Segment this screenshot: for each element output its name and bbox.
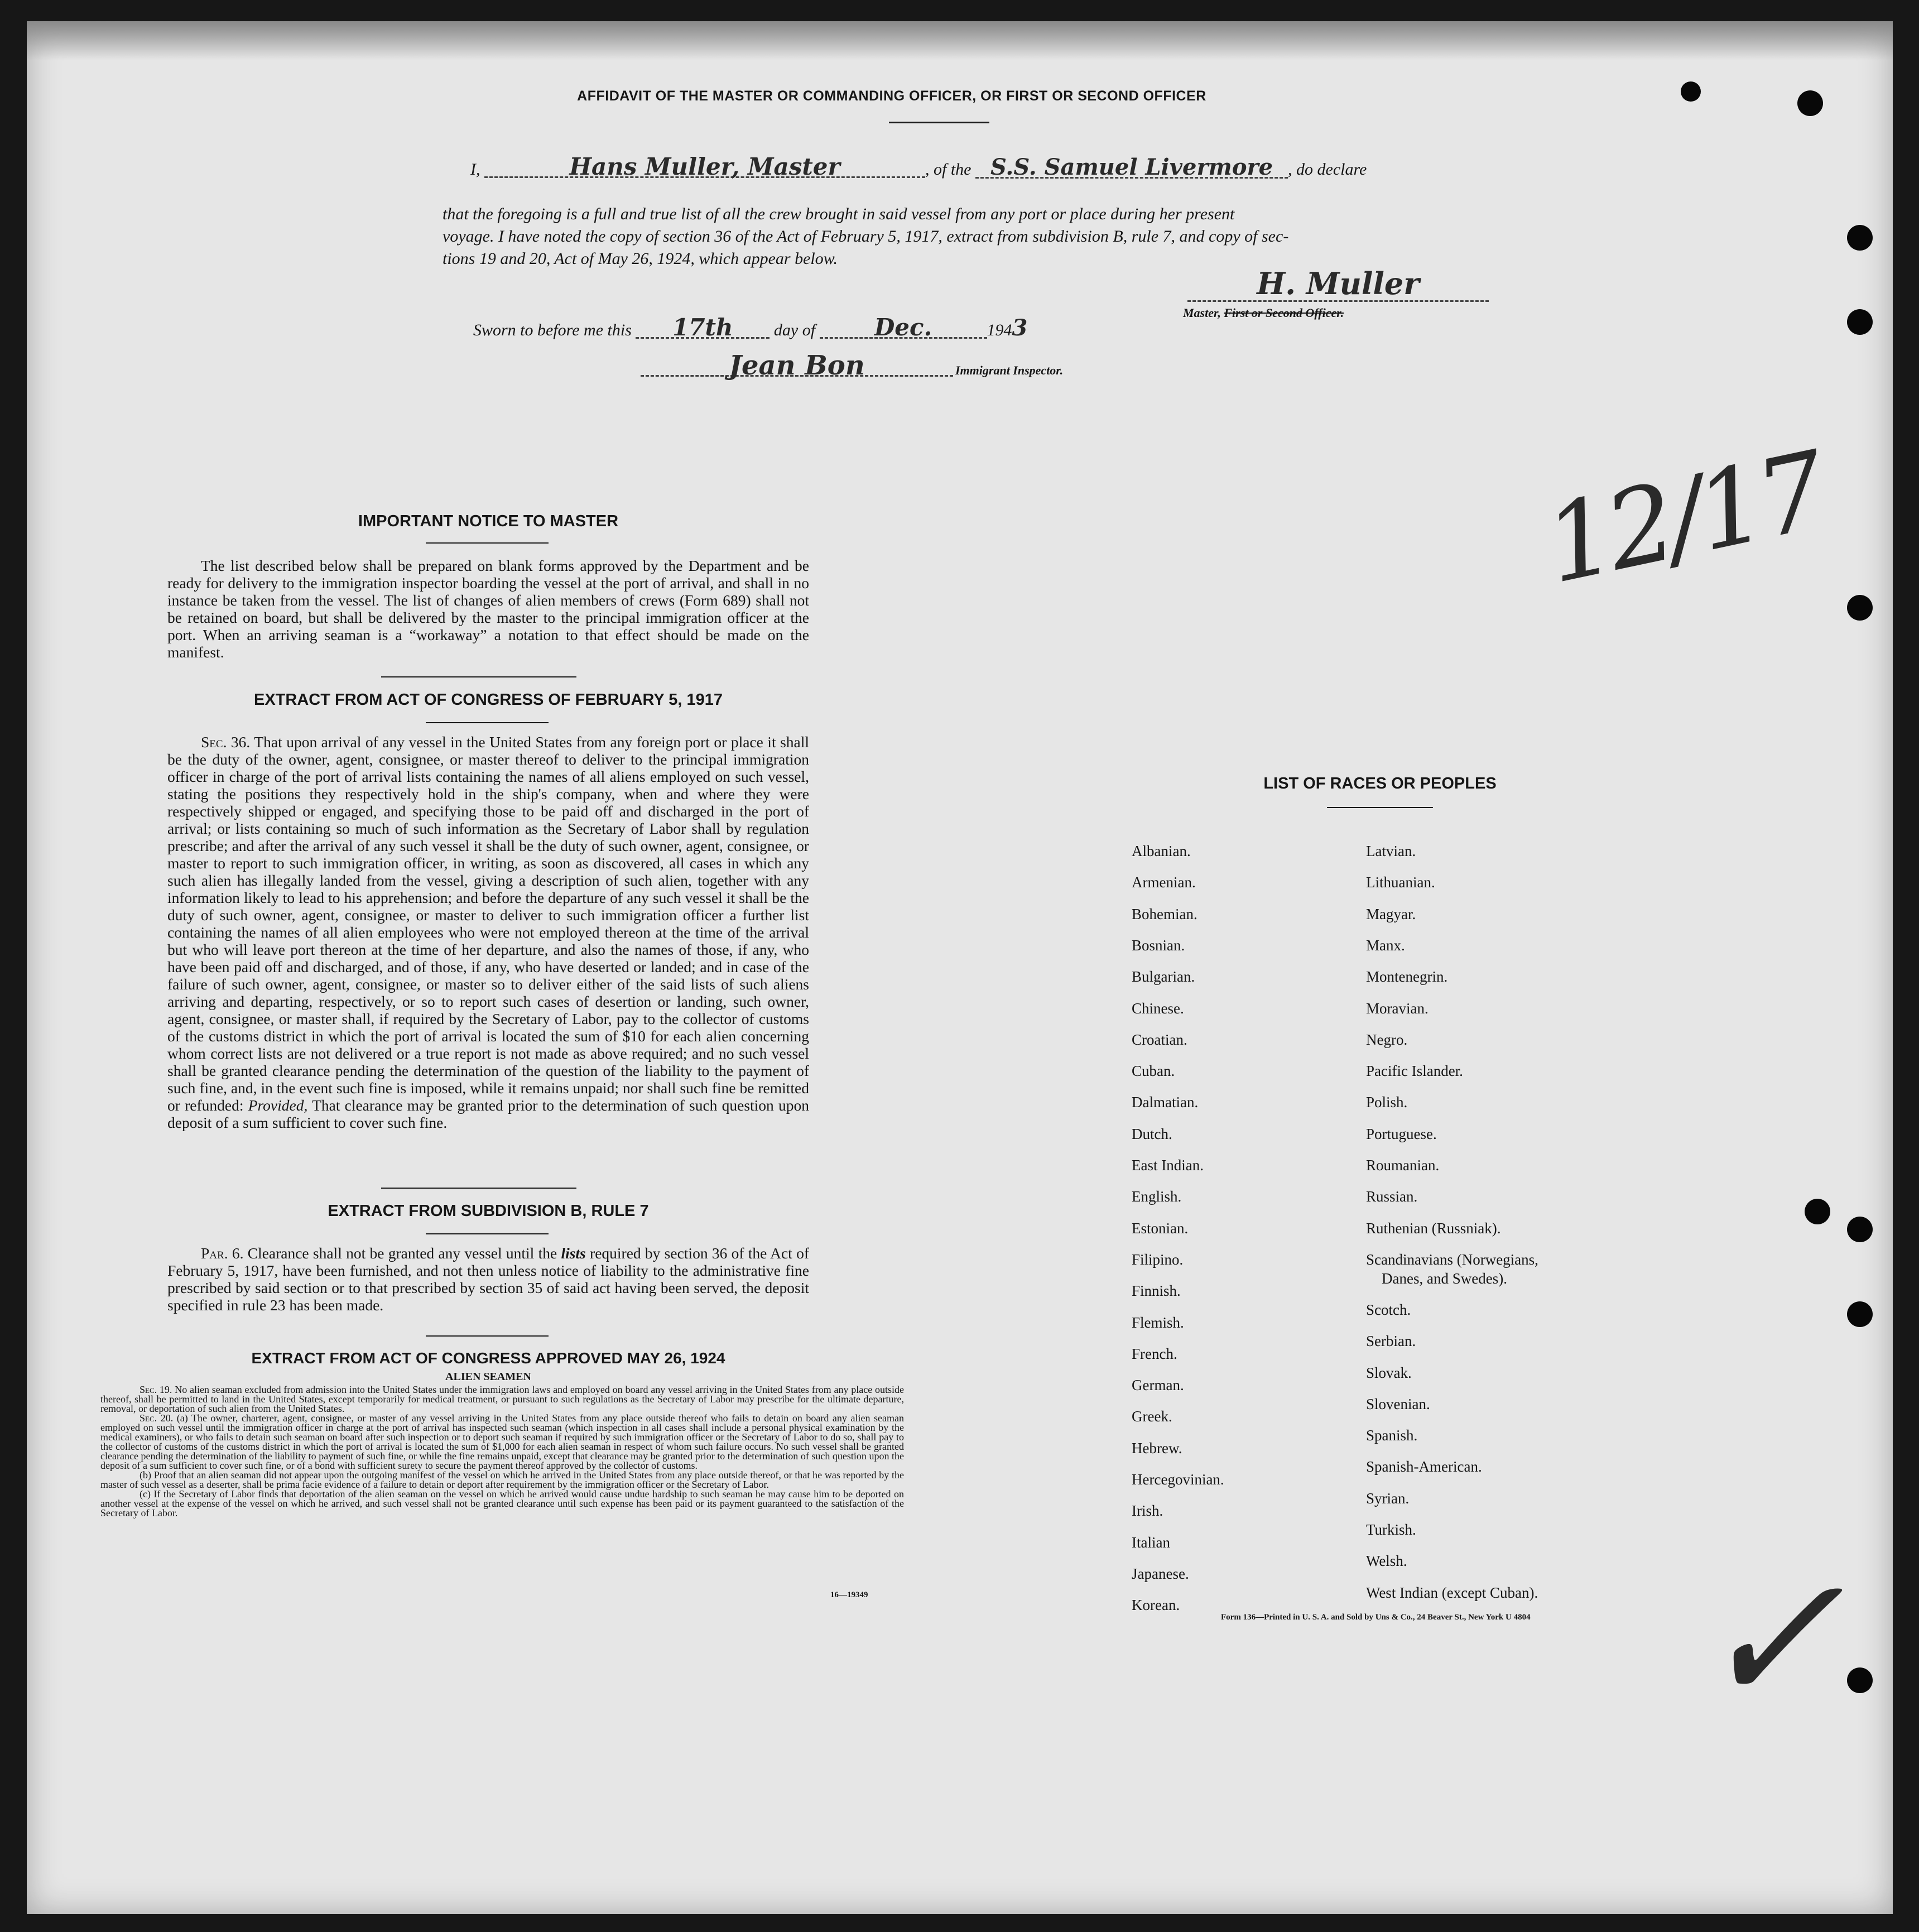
race-item: Lithuanian. <box>1366 874 1435 891</box>
race-item: English. <box>1132 1188 1182 1205</box>
day-field: 17th <box>636 318 769 339</box>
divider <box>889 122 989 123</box>
race-item: Slovak. <box>1366 1364 1412 1381</box>
section-body-end: That clearance may be granted prior to the determination of such question upon deposit of a sum sufficient to cover such fine. <box>167 1097 809 1131</box>
sworn-line <box>473 314 1028 342</box>
month-field: Dec. <box>820 318 987 339</box>
race-item: Montenegrin. <box>1366 968 1448 986</box>
provided-word: Provided, <box>248 1097 308 1114</box>
race-item: Pacific Islander. <box>1366 1063 1463 1080</box>
race-item: Scandinavians (Norwegians, <box>1366 1251 1538 1268</box>
race-item: Serbian. <box>1366 1333 1416 1350</box>
race-item: West Indian (except Cuban). <box>1366 1584 1538 1601</box>
divider <box>426 1233 549 1234</box>
extract-1917-title: EXTRACT FROM ACT OF CONGRESS OF FEBRUARY 5, 1917 <box>253 691 723 709</box>
race-item: Flemish. <box>1132 1314 1184 1331</box>
race-item: Portuguese. <box>1366 1125 1437 1142</box>
race-item: Hercegovinian. <box>1132 1471 1224 1488</box>
sec20c-paragraph: (c) If the Secretary of Labor finds that deportation of the alien seaman on the vessel on which he arrived would cause undue hardship to such seaman he may cause him to be deported on another vessel at the expense of the vessel on which he arrived, and such vessel shall not be granted clearance until such expense has been paid or its payment guaranteed to the satisfaction of the Secretary of Labor. <box>100 1488 904 1518</box>
race-item: Dutch. <box>1132 1125 1172 1142</box>
race-item: Greek. <box>1132 1408 1172 1425</box>
sec20a-paragraph <box>100 1414 904 1470</box>
sec20a-text: (a) The owner, charterer, agent, consignee, or master of any vessel arriving in the United States from any place outside thereof who fails to detain on board any alien seaman employed on such vessel until the immigration officer in charge at the port of arrival has inspected such seaman (which inspection in all cases shall include a personal physical examination by the medical examiners), or who fails to detain such seaman on board after such inspection or to deport such seaman if required by such immigration officer or the Secretary of Labor to do so, shall pay to the collector of customs of the customs district in which the port of arrival is located the sum of $1,000 for each alien seaman in respect of whom such failure occurs. No such vessel shall be granted clearance pending the determination of the liability to payment of such fine, or while the fine remains unpaid, except that clearance may be granted prior to the determination of such question upon the deposit of a sum sufficient to cover such fine, or of a bond with sufficient surety to secure the payment thereof approved by the collector of customs. <box>100 1412 905 1471</box>
race-item: Welsh. <box>1366 1553 1407 1570</box>
paragraph-lead: Par. 6. <box>201 1244 244 1262</box>
inspector-signature: Jean Bon <box>641 356 953 377</box>
notice-text: The list described below shall be prepared on blank forms approved by the Department and be ready for delivery to the immigration inspector boarding the vessel at the port of arrival, and shall in no instance be taken from the vessel. The list of changes of alien members of crews (Form 689) shall not be retained on board, but shall be delivered by the master to the principal immigration officer at the port. When an arriving seaman is a “workaway” a notation to that effect should be made on the manifest. <box>167 557 809 661</box>
race-item: Bosnian. <box>1132 936 1185 954</box>
sec20-lead: Sec. 20. <box>140 1412 174 1424</box>
races-title: LIST OF RACES OR PEOPLES <box>1263 775 1497 792</box>
race-item: Finnish. <box>1132 1282 1181 1300</box>
race-item: Dalmatian. <box>1132 1094 1199 1111</box>
race-item: Negro. <box>1366 1031 1408 1048</box>
punch-hole <box>1847 225 1873 251</box>
struck-officer-label: First or Second Officer. <box>1224 306 1344 320</box>
punch-hole <box>1847 309 1873 335</box>
day-of-label: day of <box>773 321 816 339</box>
punch-hole <box>1681 81 1701 102</box>
race-item: Spanish. <box>1366 1427 1418 1444</box>
form-code: 16—19349 <box>830 1590 868 1599</box>
race-item: Slovenian. <box>1366 1395 1430 1412</box>
affidavit-line-1 <box>470 153 1531 181</box>
paragraph-body-b: required by section 36 of the Act of February 5, 1917, have been furnished, and not then unless notice of liability to the administrative fine prescribed by said section or to that prescribed by section 35 of said act having been served, the deposit specified in rule 23 has been made. <box>167 1244 809 1314</box>
rule7-title: EXTRACT FROM SUBDIVISION B, RULE 7 <box>328 1202 649 1220</box>
i-label: I, <box>470 160 480 179</box>
sec20b-paragraph: (b) Proof that an alien seaman did not appear upon the outgoing manifest of the vessel on which he arrived in the United States from any place outside thereof, or that he was reported by the master of such vessel as a deserter, shall be prima facie evidence of a failure to detain or deport after requirement by the immigration officer or the Secretary of Labor. <box>100 1469 904 1490</box>
race-item: Ruthenian (Russniak). <box>1366 1219 1501 1237</box>
race-item: Danes, and Swedes). <box>1382 1270 1507 1287</box>
race-item: Cuban. <box>1132 1063 1175 1080</box>
race-item: Latvian. <box>1366 843 1416 859</box>
race-item: Syrian. <box>1366 1489 1410 1507</box>
race-item: German. <box>1132 1377 1184 1394</box>
master-officer-label <box>1183 306 1344 320</box>
handwritten-check-mark: ✓ <box>1695 1536 1845 1743</box>
affidavit-line-2: that the foregoing is a full and true list of all the crew brought in said vessel from any port or place during her present <box>443 205 1235 223</box>
extract-1924-title: EXTRACT FROM ACT OF CONGRESS APPROVED MAY 26, 1924 <box>251 1349 725 1367</box>
race-item: French. <box>1132 1345 1177 1362</box>
paragraph-body-a: Clearance shall not be granted any vessel until the <box>247 1244 557 1262</box>
race-item: Irish. <box>1132 1502 1163 1520</box>
race-item: Spanish-American. <box>1366 1458 1482 1476</box>
punch-hole <box>1797 90 1823 116</box>
punch-hole <box>1847 1217 1873 1242</box>
divider <box>426 1335 549 1337</box>
race-item: Moravian. <box>1366 999 1429 1017</box>
lists-word: lists <box>561 1244 586 1262</box>
race-item: Armenian. <box>1132 874 1196 891</box>
punch-hole <box>1847 1301 1873 1327</box>
race-item: Hebrew. <box>1132 1439 1182 1457</box>
race-item: Korean. <box>1132 1597 1180 1614</box>
extract-1917-text <box>167 733 809 1131</box>
section-body: That upon arrival of any vessel in the United States from any foreign port or place it shall be the duty of the owner, agent, consignee, or master thereof to deliver to the principal immigration officer in charge of the port of arrival lists containing the names of all aliens employed on such vessel, stating the positions they respectively hold in the ship's company, when and where they were respectively shipped or engaged, and specifying those to be paid off and discharged in the port of arrival; or lists containing so much of such information as the Secretary of Labor shall by regulation prescribe; and after the arrival of any such vessel it shall be the duty of such owner, agent, consignee, or master to report to such immigration officer, in writing, as soon as discovered, all cases in which any such alien has illegally landed from the vessel, giving a description of such alien, together with any information likely to lead to his apprehension; and before the departure of any such vessel it shall be the duty of such owner, agent, consignee, or master to deliver to such immigration officer a further list containing the names of all alien employees who were not employed thereon at the time of the arrival but who will leave port thereon at the time of her departure, and also the names of those, if any, who have been paid off and discharged, and of those, if any, who have deserted or landed; and in case of the failure of such owner, agent, consignee, or master so to deliver either of the said lists of such aliens arriving and departing, respectively, or so to report such cases of desertion or landing, such owner, agent, consignee, or master shall, if required by the Secretary of Labor, pay to the collector of customs of the customs district in which the port of arrival is located the sum of $10 for each alien concerning whom correct lists are not delivered or a true report is not made as above required; and no such vessel shall be granted clearance pending the determination of the question of the liability to the payment of such fine, and, in the event such fine is imposed, while it remains unpaid; nor shall such fine be remitted or refunded: <box>167 733 810 1114</box>
punch-hole <box>1847 595 1873 621</box>
inspector-label: Immigrant Inspector. <box>955 363 1064 377</box>
handwritten-date-note: 12/17 <box>1535 429 1833 608</box>
rule7-text <box>167 1244 809 1314</box>
race-item: Scotch. <box>1366 1301 1411 1318</box>
notice-title: IMPORTANT NOTICE TO MASTER <box>358 512 619 530</box>
race-item: Estonian. <box>1132 1219 1189 1237</box>
race-item: Magyar. <box>1366 905 1416 922</box>
race-item: Bulgarian. <box>1132 968 1195 986</box>
vessel-name-field: S.S. Samuel Livermore <box>975 158 1288 179</box>
extract-1924-text <box>100 1385 904 1518</box>
affidavit-line-3: voyage. I have noted the copy of section 36 of the Act of February 5, 1917, extract from subdivision B, rule 7, and copy of sec- <box>443 227 1289 246</box>
document-sheet <box>27 21 1893 1914</box>
race-item: Albanian. <box>1132 843 1191 859</box>
punch-hole <box>1847 1667 1873 1693</box>
race-item: Chinese. <box>1132 999 1184 1017</box>
of-the-label: , of the <box>925 160 971 179</box>
affidavit-title: AFFIDAVIT OF THE MASTER OR COMMANDING OFFICER, OR FIRST OR SECOND OFFICER <box>577 88 1206 104</box>
sec19-text: No alien seaman excluded from admission into the United States under the immigration laws and employed on board any vessel arriving in the United States from any place outside thereof, shall be permitted to land in the United States, except temporarily for medical treatment, or pursuant to such regulations as the Secretary of Labor may prescribe for the ultimate departure, removal, or deportation of such alien from the United States. <box>100 1384 905 1414</box>
race-item: Japanese. <box>1132 1565 1189 1582</box>
inspector-line <box>641 350 1064 381</box>
sec19-lead: Sec. 19. <box>140 1384 172 1395</box>
section-lead: Sec. 36. <box>201 733 251 751</box>
race-item: Manx. <box>1366 936 1405 954</box>
race-item: East Indian. <box>1132 1157 1204 1174</box>
race-item: Russian. <box>1366 1188 1418 1205</box>
race-item: Italian <box>1132 1534 1170 1551</box>
sec19-paragraph <box>100 1385 904 1414</box>
race-item: Bohemian. <box>1132 905 1197 922</box>
affidavit-line-4: tions 19 and 20, Act of May 26, 1924, which appear below. <box>443 249 838 268</box>
alien-seamen-subtitle: ALIEN SEAMEN <box>445 1371 531 1383</box>
punch-hole <box>1805 1199 1830 1224</box>
sworn-label: Sworn to before me this <box>473 321 632 339</box>
race-item: Polish. <box>1366 1094 1408 1111</box>
divider <box>426 542 549 544</box>
master-label: Master, <box>1183 306 1221 320</box>
master-name-field: Hans Muller, Master <box>484 157 925 178</box>
race-item: Filipino. <box>1132 1251 1184 1268</box>
form-printer-line: Form 136—Printed in U. S. A. and Sold by Uns & Co., 24 Beaver St., New York U 4804 <box>1221 1613 1531 1622</box>
race-item: Croatian. <box>1132 1031 1187 1048</box>
divider <box>381 676 576 677</box>
race-item: Turkish. <box>1366 1521 1416 1538</box>
race-item: Roumanian. <box>1366 1157 1440 1174</box>
year-field: 3 <box>1012 315 1028 341</box>
divider <box>1327 807 1433 808</box>
divider <box>381 1188 576 1189</box>
master-signature: H. Muller <box>1187 267 1489 302</box>
year-prefix: 194 <box>987 321 1012 339</box>
declare-label: , do declare <box>1288 160 1367 179</box>
divider <box>426 722 549 723</box>
